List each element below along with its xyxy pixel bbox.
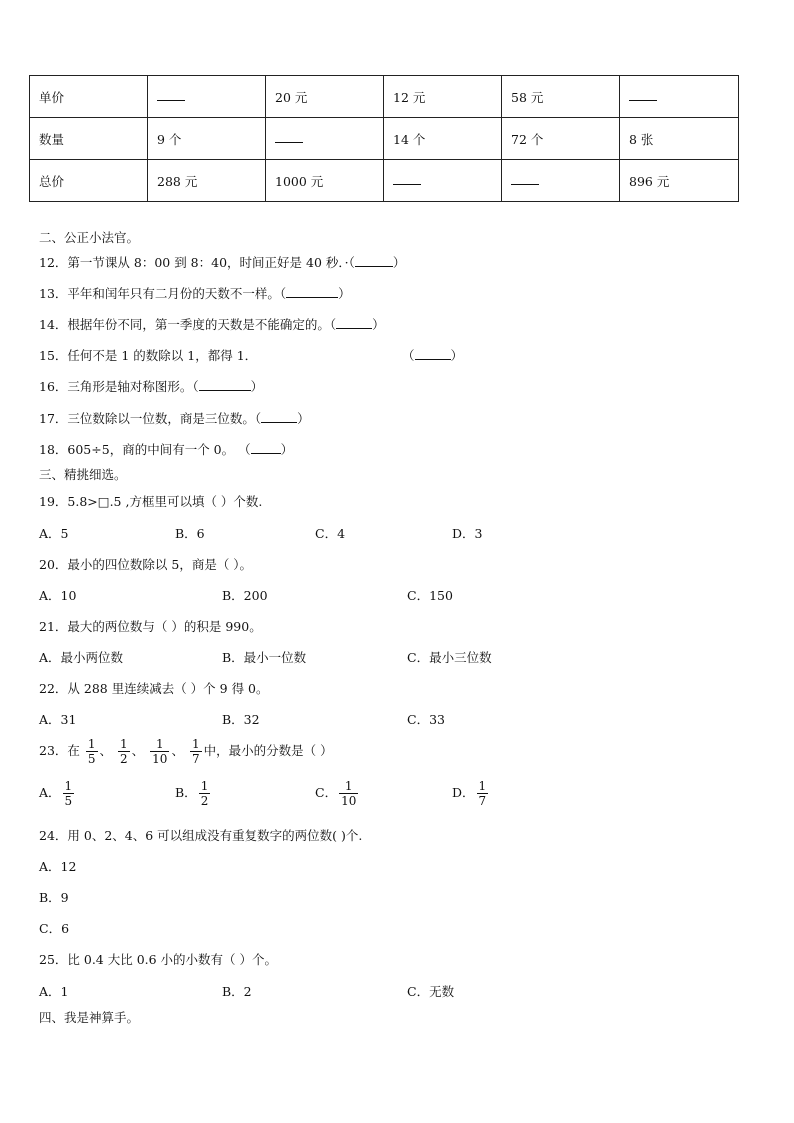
fraction xyxy=(118,737,130,766)
question-14 xyxy=(39,315,385,333)
paren-close: ） xyxy=(250,379,264,394)
answer-blank[interactable] xyxy=(148,76,266,118)
question-16 xyxy=(39,377,263,395)
table-cell: 72 个 xyxy=(502,118,620,160)
answer-blank[interactable] xyxy=(336,317,372,329)
question-text: 18．605÷5，商的中间有一个 0。 （ xyxy=(39,442,251,457)
option-c[interactable]: C．6 xyxy=(39,921,70,936)
question-23 xyxy=(39,737,333,766)
section-heading: 四、我是神算手。 xyxy=(39,1010,140,1025)
paren-close: ） xyxy=(450,348,464,363)
option-b[interactable]: B．200 xyxy=(222,588,268,603)
question-15-paren xyxy=(402,346,463,364)
question-20: 20．最小的四位数除以 5，商是（ ）。 xyxy=(39,557,253,572)
fraction xyxy=(190,737,202,766)
option-b[interactable]: B．最小一位数 xyxy=(222,650,307,665)
row-label: 单价 xyxy=(30,76,148,118)
option-a[interactable]: A．最小两位数 xyxy=(39,650,124,665)
option-label: A． xyxy=(39,785,61,800)
option-a[interactable] xyxy=(39,779,76,808)
option-a[interactable]: A．5 xyxy=(39,526,69,541)
answer-blank[interactable] xyxy=(415,348,451,360)
paren-close: ） xyxy=(280,442,294,457)
answer-blank[interactable] xyxy=(502,160,620,202)
question-text: 中，最小的分数是（ ） xyxy=(203,743,333,758)
option-d[interactable] xyxy=(452,779,490,808)
paren-close: ） xyxy=(297,411,310,426)
question-13 xyxy=(39,284,351,302)
table-cell: 896 元 xyxy=(620,160,739,202)
option-label: D． xyxy=(452,785,475,800)
numerator: 1 xyxy=(344,779,353,793)
table-cell: 58 元 xyxy=(502,76,620,118)
fraction xyxy=(86,737,98,766)
fraction xyxy=(477,779,489,808)
question-text: 12．第一节课从 8：00 到 8：40，时间正好是 40 秒．·（ xyxy=(39,255,355,270)
answer-blank[interactable] xyxy=(266,118,384,160)
question-17 xyxy=(39,409,310,427)
row-label: 总价 xyxy=(30,160,148,202)
option-b[interactable]: B．2 xyxy=(222,984,252,999)
paren-close: ） xyxy=(372,317,385,332)
paren-open: （ xyxy=(402,348,415,363)
table-cell: 288 元 xyxy=(148,160,266,202)
fraction xyxy=(199,779,211,808)
denominator: 7 xyxy=(478,794,487,808)
option-c[interactable]: C．4 xyxy=(315,526,346,541)
table-cell: 12 元 xyxy=(384,76,502,118)
option-b[interactable] xyxy=(175,779,212,808)
option-b[interactable]: B．32 xyxy=(222,712,260,727)
option-c[interactable]: C．150 xyxy=(407,588,453,603)
price-table xyxy=(29,75,739,202)
question-24: 24．用 0、2、4、6 可以组成没有重复数字的两位数( )个. xyxy=(39,828,363,843)
option-c[interactable] xyxy=(315,779,360,808)
option-a[interactable]: A．12 xyxy=(39,859,77,874)
question-12 xyxy=(39,253,405,271)
option-a[interactable]: A．1 xyxy=(39,984,69,999)
numerator: 1 xyxy=(87,737,96,751)
numerator: 1 xyxy=(155,737,164,751)
separator: 、 xyxy=(171,743,184,758)
denominator: 5 xyxy=(64,794,73,808)
separator: 、 xyxy=(131,743,145,758)
fraction xyxy=(339,779,358,808)
row-label: 数量 xyxy=(30,118,148,160)
answer-blank[interactable] xyxy=(355,255,393,267)
option-a[interactable]: A．10 xyxy=(39,588,77,603)
answer-blank[interactable] xyxy=(384,160,502,202)
table-cell: 9 个 xyxy=(148,118,266,160)
table-cell: 20 元 xyxy=(266,76,384,118)
question-15 xyxy=(39,346,257,364)
denominator: 5 xyxy=(87,752,96,766)
separator: 、 xyxy=(99,743,113,758)
paren-close: ） xyxy=(338,286,351,301)
numerator: 1 xyxy=(200,779,209,793)
option-label: B． xyxy=(175,785,197,800)
answer-blank[interactable] xyxy=(251,442,281,454)
fraction xyxy=(150,737,169,766)
question-text: 13．平年和闰年只有二月份的天数不一样。（ xyxy=(39,286,287,301)
question-text: 15．任何不是 1 的数除以 1，都得 1． xyxy=(39,348,258,363)
question-text: 16．三角形是轴对称图形。（ xyxy=(39,379,199,394)
section-heading: 三、精挑细选。 xyxy=(39,467,127,482)
answer-blank[interactable] xyxy=(286,286,338,298)
paren-close: ） xyxy=(392,255,406,270)
question-22: 22．从 288 里连续减去（ ）个 9 得 0。 xyxy=(39,681,269,696)
answer-blank[interactable] xyxy=(261,411,297,423)
option-label: C． xyxy=(315,785,338,800)
question-18 xyxy=(39,440,293,458)
section-heading: 二、公正小法官。 xyxy=(39,230,140,245)
answer-blank[interactable] xyxy=(199,379,251,391)
table-row xyxy=(30,160,739,202)
option-a[interactable]: A．31 xyxy=(39,712,77,727)
question-text: 23．在 xyxy=(39,743,80,758)
denominator: 2 xyxy=(200,794,209,808)
question-text: 14．根据年份不同，第一季度的天数是不能确定的。（ xyxy=(39,317,337,332)
numerator: 1 xyxy=(64,779,73,793)
numerator: 1 xyxy=(191,737,200,751)
numerator: 1 xyxy=(120,737,128,751)
denominator: 10 xyxy=(152,752,168,766)
option-d[interactable]: D．3 xyxy=(452,526,483,541)
table-cell: 1000 元 xyxy=(266,160,384,202)
denominator: 2 xyxy=(120,752,128,766)
option-b[interactable]: B．9 xyxy=(39,890,69,905)
table-cell: 8 张 xyxy=(620,118,739,160)
question-21: 21．最大的两位数与（ ）的积是 990。 xyxy=(39,619,262,634)
table-cell: 14 个 xyxy=(384,118,502,160)
option-c[interactable]: C．无数 xyxy=(407,984,455,999)
denominator: 7 xyxy=(191,752,200,766)
option-c[interactable]: C．最小三位数 xyxy=(407,650,492,665)
question-25: 25．比 0.4 大比 0.6 小的小数有（ ）个。 xyxy=(39,952,278,967)
numerator: 1 xyxy=(478,779,487,793)
table-row xyxy=(30,118,739,160)
question-text: 17．三位数除以一位数，商是三位数。（ xyxy=(39,411,262,426)
option-c[interactable]: C．33 xyxy=(407,712,445,727)
fraction xyxy=(63,779,75,808)
option-b[interactable]: B．6 xyxy=(175,526,205,541)
table-row xyxy=(30,76,739,118)
answer-blank[interactable] xyxy=(620,76,739,118)
question-19: 19．5.8>□.5 ,方框里可以填（ ）个数. xyxy=(39,494,263,509)
denominator: 10 xyxy=(341,794,357,808)
